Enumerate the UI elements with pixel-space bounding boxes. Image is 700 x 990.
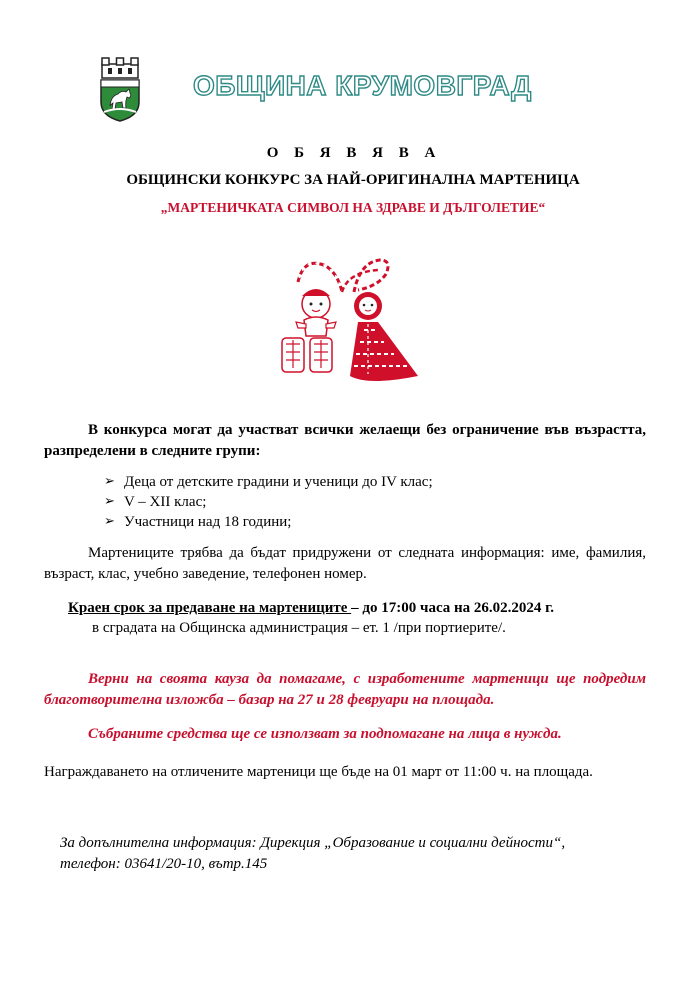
letterhead: [98, 56, 618, 126]
contest-slogan: „МАРТЕНИЧКАТА СИМВОЛ НА ЗДРАВЕ И ДЪЛГОЛЕТИЕ“: [160, 200, 546, 215]
list-item: [104, 472, 433, 492]
contact-info: [60, 833, 620, 875]
municipality-coat-of-arms-icon: [98, 56, 142, 122]
submission-place: в сградата на Общинска администрация – ет. 1 /при портиерите/.: [92, 620, 506, 636]
deadline-label: Краен срок за предаване на мартениците: [68, 600, 352, 616]
arrow-bullet-icon: ➢: [104, 494, 115, 509]
contest-title: ОБЩИНСКИ КОНКУРС ЗА НАЙ-ОРИГИНАЛНА МАРТЕНИЦА: [126, 172, 580, 188]
list-item: [104, 512, 433, 532]
municipality-name: ОБЩИНА КРУМОВГРАД: [193, 70, 532, 101]
contact-line-department: За допълнителна информация: Дирекция „Образование и социални дейности“,: [60, 835, 566, 851]
deadline-line: [68, 598, 554, 619]
arrow-bullet-icon: ➢: [104, 514, 115, 529]
group-label: V – XII клас;: [124, 494, 207, 510]
funds-paragraph: Събраните средства ще се използват за подпомагане на лица в нужда.: [88, 726, 562, 742]
eligibility-paragraph: В конкурса могат да участват всички желаещи без ограничение във възрастта, разпределени в следните групи:: [44, 422, 646, 459]
required-info-paragraph: Мартениците трябва да бъдат придружени от следната информация: име, фамилия, възраст, клас, учебно заведение, телефонен номер.: [44, 545, 646, 582]
announcement-verb: О Б Я В Я В А: [266, 145, 442, 161]
award-ceremony-line: Награждаването на отличените мартеници ще бъде на 01 март от 11:00 ч. на площада.: [44, 764, 593, 780]
group-label: Деца от детските градини и ученици до IV клас;: [124, 474, 433, 490]
martenitsa-pizho-and-penda-icon: [268, 252, 428, 384]
participant-groups-list: [104, 472, 433, 532]
list-item: [104, 492, 433, 512]
contact-line-phone: телефон: 03641/20-10, вътр.145: [60, 856, 268, 872]
arrow-bullet-icon: ➢: [104, 474, 115, 489]
charity-paragraph: Верни на своята кауза да помагаме, с изработените мартеници ще подредим благотворителна изложба – базар на 27 и 28 февруари на площада.: [44, 671, 646, 708]
group-label: Участници над 18 години;: [124, 514, 292, 530]
deadline-value: – до 17:00 часа на 26.02.2024 г.: [351, 600, 555, 616]
